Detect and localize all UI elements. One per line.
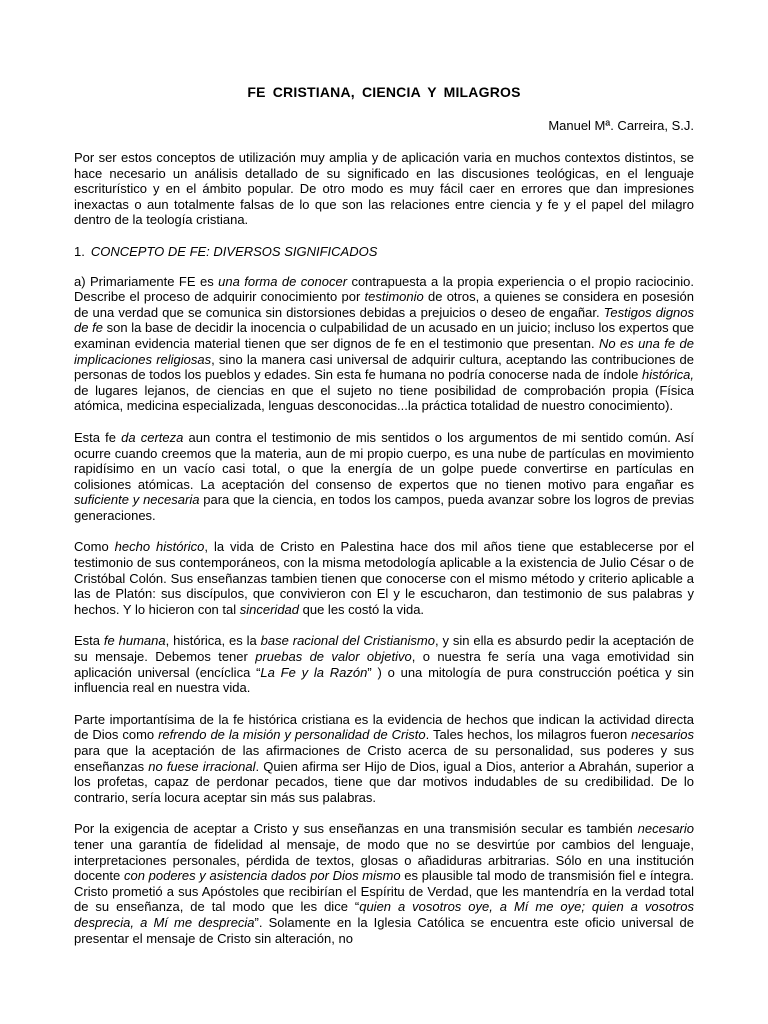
author-line: Manuel Mª. Carreira, S.J.	[548, 118, 694, 133]
document-title: FE CRISTIANA, CIENCIA Y MILAGROS	[247, 84, 521, 100]
intro-paragraph: Por ser estos conceptos de utilización muy amplia y de aplicación varia en muchos contextos distintos, se hace necesario un análisis detallado de su significado en las discusiones teológicas, en el lenguaje escriturístico y en el ámbito popular. De otro modo es muy fácil caer en errores que dan impresiones inexactas o aun totalmente falsas de lo que son las relaciones entre ciencia y fe y el papel del milagro dentro de la teología cristiana.	[74, 150, 694, 228]
paragraph-d: Esta fe humana, histórica, es la base racional del Cristianismo, y sin ella es absurdo pedir la aceptación de su mensaje. Debemos tener pruebas de valor objetivo, o nuestra fe sería una vaga emotividad sin aplicación universal (encíclica “La Fe y la Razón” ) o una mitología de pura construcción poética y sin influencia real en nuestra vida.	[74, 633, 695, 696]
paragraph-b: Esta fe da certeza aun contra el testimonio de mis sentidos o los argumentos de mi sentido común. Así ocurre cuando creemos que la materia, aun de mi propio cuerpo, es una nube de partículas en movimiento rapidísimo en un vacío casi total, o que la energía de un golpe puede convertirse en partículas en colisiones atómicas. La aceptación del consenso de expertos que no tienen motivo para engañar es suficiente y necesaria para que la ciencia, en todos los campos, pueda avanzar sobre los logros de previas generaciones.	[74, 429, 695, 523]
paragraph-c: Como hecho histórico, la vida de Cristo en Palestina hace dos mil años tiene que establecerse por el testimonio de sus contemporáneos, con la misma metodología aplicable a la existencia de Julio César o de Cristóbal Colón. Sus enseñanzas tambien tienen que conocerse con el mismo método y criterio aplicable a las de Platón: sus discípulos, que convivieron con El y le escucharon, dan testimonio de sus palabras y hechos. Y lo hicieron con tal sinceridad que les costó la vida.	[74, 539, 694, 617]
paragraph-e: Parte importantísima de la fe histórica cristiana es la evidencia de hechos que indican la actividad directa de Dios como refrendo de la misión y personalidad de Cristo. Tales hechos, los milagros fueron necesarios para que la aceptación de las afirmaciones de Cristo acerca de su personalidad, sus poderes y sus enseñanzas no fuese irracional. Quien afirma ser Hijo de Dios, igual a Dios, anterior a Abrahán, superior a los profetas, capaz de perdonar pecados, tiene que dar motivos indudables de su credibilidad. De lo contrario, sería locura aceptar sin más sus palabras.	[74, 711, 695, 805]
section-heading	[74, 244, 694, 260]
section-title: CONCEPTO DE FE: DIVERSOS SIGNIFICADOS	[90, 243, 378, 259]
section-number: 1.	[74, 243, 85, 259]
paragraph-a: a) Primariamente FE es una forma de conocer contrapuesta a la propia experiencia o el propio raciocinio. Describe el proceso de adquirir conocimiento por testimonio de otros, a quienes se considera en posesión de una verdad que se comunica sin distorsiones debidas a prejuicios o deseo de engañar. Testigos dignos de fe son la base de decidir la inocencia o culpabilidad de un acusado en un juicio; incluso los expertos que examinan evidencia material tienen que ser dignos de fe en el testimonio que presentan. No es una fe de implicaciones religiosas, sino la manera casi universal de adquirir cultura, aceptando las contribuciones de personas de todos los pueblos y edades. Sin esta fe humana no podría conocerse nada de índole histórica, de lugares lejanos, de ciencias en que el sujeto no tiene posibilidad de comprobación propia (Física atómica, medicina especializada, lenguas desconocidas...la práctica totalidad de nuestro conocimiento).	[74, 273, 695, 414]
paragraph-f: Por la exigencia de aceptar a Cristo y sus enseñanzas en una transmisión secular es también necesario tener una garantía de fidelidad al mensaje, de modo que no se desvirtúe por cambios del lenguaje, interpretaciones personales, pérdida de textos, glosas o añadiduras arbitrarias. Sólo en una institución docente con poderes y asistencia dados por Dios mismo es plausible tal modo de transmisión fiel e íntegra. Cristo prometió a sus Apóstoles que recibirían el Espíritu de Verdad, que les mantendría en la verdad total de su enseñanza, de tal modo que les dice “quien a vosotros oye, a Mí me oye; quien a vosotros desprecia, a Mí me desprecia”. Solamente en la Iglesia Católica se encuentra este oficio universal de presentar el mensaje de Cristo sin alteración, no	[74, 821, 694, 946]
